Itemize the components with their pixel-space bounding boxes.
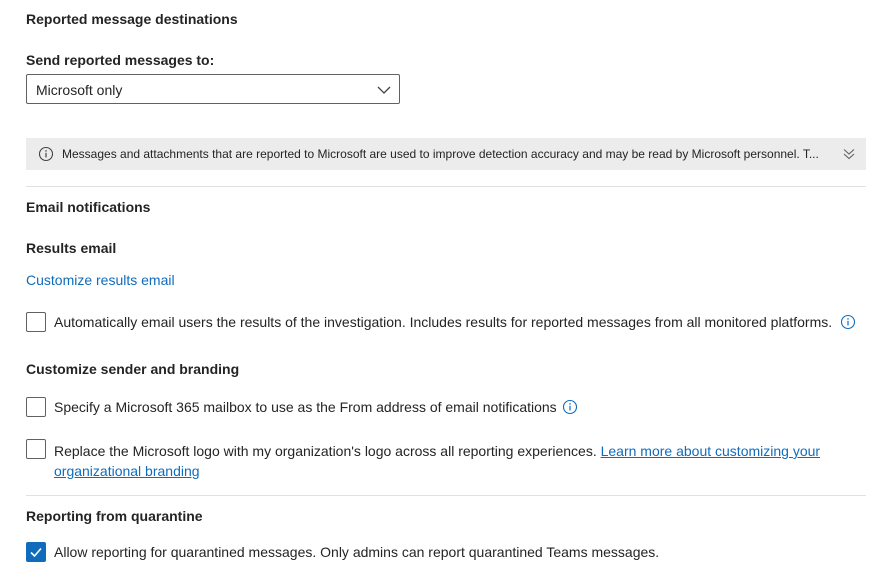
checkmark-icon <box>27 543 45 561</box>
results-email-heading: Results email <box>26 240 117 256</box>
branding-learn-more-link-cont[interactable]: organizational branding <box>54 463 200 479</box>
sender-branding-heading: Customize sender and branding <box>26 361 240 377</box>
info-icon <box>38 146 54 167</box>
auto-email-checkbox[interactable] <box>26 312 46 332</box>
send-to-dropdown[interactable] <box>26 74 400 104</box>
double-chevron-down-icon[interactable] <box>842 147 856 166</box>
send-to-selected-value: Microsoft only <box>36 82 123 98</box>
logo-label-block <box>54 441 854 481</box>
customize-results-email-link[interactable]: Customize results email <box>26 272 175 288</box>
info-icon[interactable] <box>840 314 856 335</box>
info-banner-text: Messages and attachments that are reported to Microsoft are used to improve detection accuracy and may be read by Microsoft personnel. T... <box>62 147 819 161</box>
logo-checkbox[interactable] <box>26 439 46 459</box>
section-divider <box>26 495 866 496</box>
destinations-heading: Reported message destinations <box>26 11 238 27</box>
allow-quarantine-reporting-checkbox[interactable] <box>26 542 46 562</box>
info-icon[interactable] <box>562 399 578 420</box>
allow-quarantine-reporting-label: Allow reporting for quarantined messages. Only admins can report quarantined Teams messages. <box>54 544 660 560</box>
branding-learn-more-link[interactable]: Learn more about customizing your <box>600 443 821 459</box>
quarantine-heading: Reporting from quarantine <box>26 508 203 524</box>
mailbox-label: Specify a Microsoft 365 mailbox to use as the From address of email notifications <box>54 399 557 415</box>
section-divider <box>26 186 866 187</box>
email-notifications-heading: Email notifications <box>26 199 151 215</box>
auto-email-label: Automatically email users the results of the investigation. Includes results for reported messages from all monitored platforms. <box>54 314 833 330</box>
send-to-label: Send reported messages to: <box>26 52 215 68</box>
info-banner <box>26 138 866 170</box>
mailbox-checkbox[interactable] <box>26 397 46 417</box>
chevron-down-icon <box>377 83 391 101</box>
logo-label: Replace the Microsoft logo with my organization's logo across all reporting experiences. <box>54 443 597 459</box>
